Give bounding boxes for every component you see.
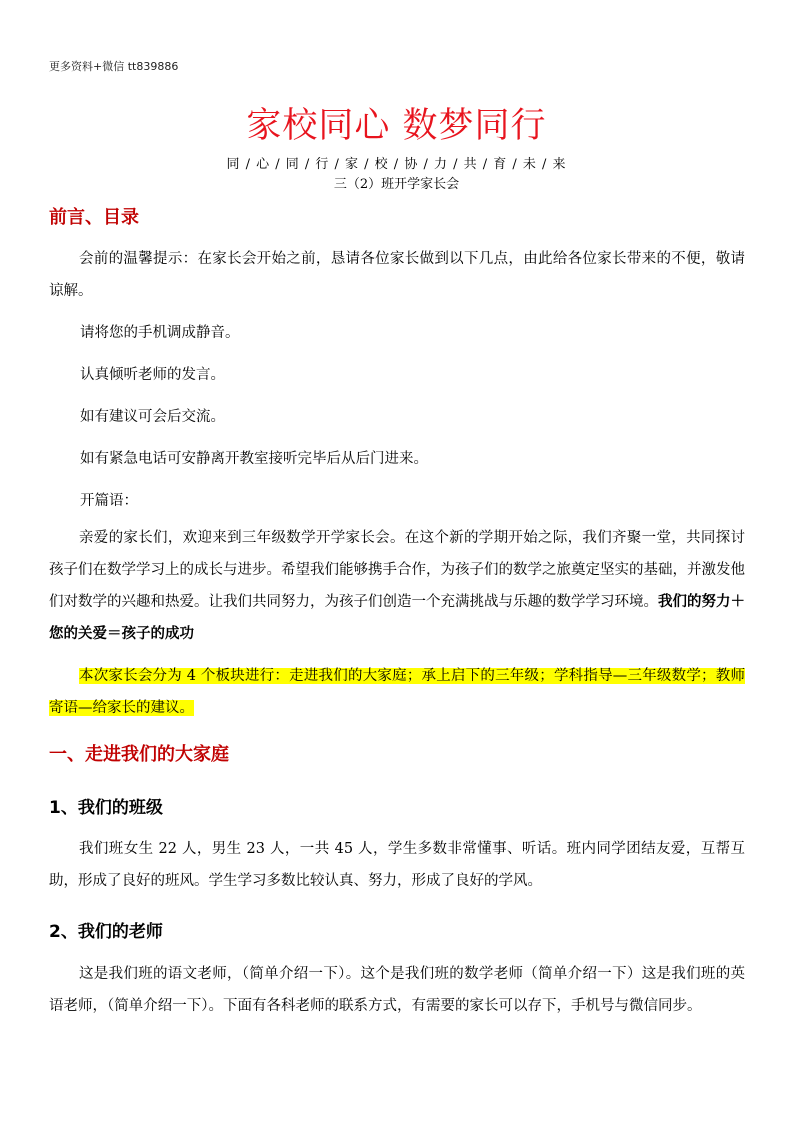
document-subtitle: 同 / 心 / 同 / 行 / 家 / 校 / 协 / 力 / 共 / 育 / 未 / 来: [226, 157, 567, 172]
watermark-text: 更多资料+微信 tt839886: [49, 60, 179, 73]
rule-3: 如有建议可会后交流。: [80, 409, 225, 425]
teachers-paragraph: 这是我们班的语文老师，（简单介绍一下）。这个是我们班的数学老师（简单介绍一下）这是我们班的英语老师，（简单介绍一下）。下面有各科老师的联系方式，有需要的家长可以存下，手机号与微信同步。: [49, 966, 745, 1014]
rule-2: 认真倾听老师的发言。: [80, 367, 225, 383]
agenda-paragraph: [49, 660, 745, 724]
preface-tip: 会前的温馨提示：在家长会开始之前，恳请各位家长做到以下几点，由此给各位家长带来的不便，敬请谅解。: [49, 251, 745, 299]
rule-1: 请将您的手机调成静音。: [80, 325, 240, 341]
class-heading: 1、我们的班级: [49, 798, 163, 818]
class-meeting-label: 三（2）班开学家长会: [333, 177, 460, 192]
preface-heading: 前言、目录: [49, 207, 139, 228]
opening-label: 开篇语：: [80, 493, 138, 509]
teachers-heading: 2、我们的老师: [49, 922, 163, 942]
section1-heading: 一、走进我们的大家庭: [49, 744, 229, 765]
document-title: 家校同心 数梦同行: [246, 106, 547, 146]
agenda-text: 本次家长会分为 4 个板块进行：走进我们的大家庭；承上启下的三年级；学科指导—三年级数学；教师寄语—给家长的建议。: [49, 668, 745, 716]
opening-paragraph: [49, 522, 745, 650]
motto: 我们的努力＋您的关爱＝孩子的成功: [49, 594, 745, 642]
rule-4: 如有紧急电话可安静离开教室接听完毕后从后门进来。: [80, 451, 428, 467]
class-paragraph: 我们班女生 22 人，男生 23 人，一共 45 人，学生多数非常懂事、听话。班内同学团结友爱，互帮互助，形成了良好的班风。学生学习多数比较认真、努力，形成了良好的学风。: [49, 841, 745, 889]
opening-text: 亲爱的家长们，欢迎来到三年级数学开学家长会。在这个新的学期开始之际，我们齐聚一堂，共同探讨孩子们在数学学习上的成长与进步。希望我们能够携手合作，为孩子们的数学之旅奠定坚实的基础，并激发他们对数学的兴趣和热爱。让我们共同努力，为孩子们创造一个充满挑战与乐趣的数学学习环境。: [49, 530, 745, 610]
